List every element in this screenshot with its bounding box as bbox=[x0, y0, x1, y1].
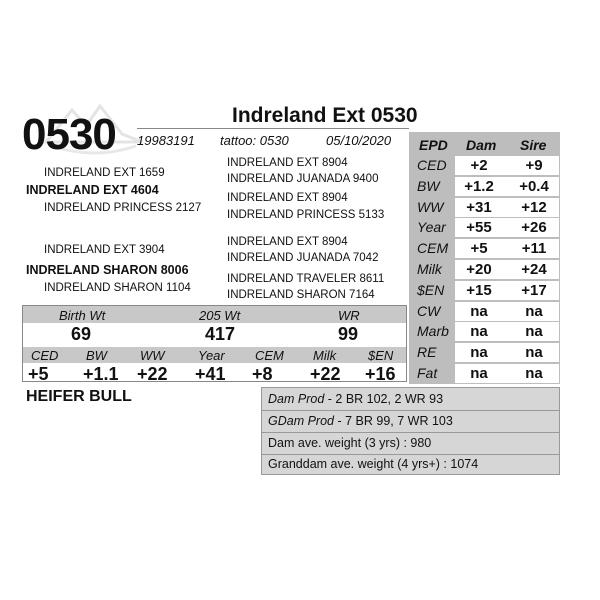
epd-row bbox=[409, 239, 560, 257]
epd-dam-value: na bbox=[470, 323, 488, 341]
pedigree-dam-dam: INDRELAND SHARON 1104 bbox=[44, 282, 191, 294]
epd-row bbox=[409, 198, 560, 216]
calf-epd-value: +22 bbox=[137, 364, 168, 384]
epd-row-label: RE bbox=[417, 344, 437, 361]
epd-row bbox=[409, 260, 560, 278]
pedigree-sd-dam: INDRELAND PRINCESS 5133 bbox=[227, 209, 385, 221]
pedigree-dd-dam: INDRELAND SHARON 7164 bbox=[227, 289, 375, 301]
calf-epd-value: +22 bbox=[310, 364, 341, 384]
epd-row-label: Milk bbox=[417, 261, 442, 277]
calf-epd-value: +8 bbox=[252, 364, 273, 384]
epd-dam-value: na bbox=[470, 302, 488, 320]
animal-name: Indreland Ext 0530 bbox=[232, 104, 418, 127]
epd-sire-value: na bbox=[525, 323, 543, 341]
epd-sire-value: +11 bbox=[521, 240, 547, 258]
calf-epd-label: CEM bbox=[255, 348, 284, 363]
pedigree-sire-sire: INDRELAND EXT 1659 bbox=[44, 167, 165, 179]
epd-dam-value: +20 bbox=[466, 261, 492, 278]
epd-row bbox=[409, 322, 560, 340]
epd-sire-value: na bbox=[525, 344, 543, 362]
birth-wt-label: Birth Wt bbox=[59, 308, 106, 323]
prod-divider bbox=[262, 410, 559, 411]
epd-dam-value: +1.2 bbox=[464, 177, 494, 195]
epd-row-label: WW bbox=[417, 198, 444, 215]
calf-epd-value: +5 bbox=[28, 364, 49, 384]
epd-header-epd: EPD bbox=[419, 137, 448, 153]
gdam-prod-value: - 7 BR 99, 7 WR 103 bbox=[334, 414, 453, 428]
calf-epd-label: $EN bbox=[368, 348, 394, 363]
epd-sire-value: +26 bbox=[521, 219, 547, 237]
sex-note: HEIFER BULL bbox=[26, 388, 132, 405]
epd-row-label: CW bbox=[417, 302, 441, 319]
performance-panel bbox=[22, 305, 407, 382]
epd-dam-value: +5 bbox=[470, 240, 488, 258]
pedigree-dd-sire: INDRELAND TRAVELER 8611 bbox=[227, 273, 385, 285]
wean-wt-value: 417 bbox=[205, 324, 236, 344]
epd-dam-value: na bbox=[470, 365, 488, 382]
pedigree-sd-sire: INDRELAND EXT 8904 bbox=[227, 192, 348, 204]
gdam-prod-line bbox=[268, 414, 453, 428]
epd-header-sire: Sire bbox=[520, 137, 547, 153]
pedigree-dam: INDRELAND SHARON 8006 bbox=[26, 263, 189, 277]
epd-sire-value: +12 bbox=[521, 198, 547, 216]
epd-row bbox=[409, 218, 560, 236]
epd-row bbox=[409, 364, 560, 382]
dam-prod-line bbox=[268, 392, 443, 406]
calf-epd-label: BW bbox=[86, 348, 107, 363]
prod-divider bbox=[262, 454, 559, 455]
epd-sire-value: +9 bbox=[525, 157, 543, 174]
epd-dam-value: na bbox=[470, 344, 488, 362]
epd-sire-value: na bbox=[525, 365, 543, 382]
epd-sire-value: +0.4 bbox=[519, 177, 549, 195]
epd-dam-value: +2 bbox=[470, 157, 488, 174]
epd-dam-value: +15 bbox=[466, 281, 492, 299]
pedigree-sire: INDRELAND EXT 4604 bbox=[26, 183, 159, 197]
epd-dam-value: +31 bbox=[466, 198, 492, 216]
birth-wt-value: 69 bbox=[71, 324, 92, 344]
pedigree-dam-sire: INDRELAND EXT 3904 bbox=[44, 244, 165, 256]
epd-row-label: Marb bbox=[417, 323, 449, 340]
registration-number: 19983191 bbox=[137, 133, 195, 148]
epd-sire-value: +24 bbox=[521, 261, 547, 278]
production-box bbox=[261, 387, 560, 475]
dam-weight-line: Dam ave. weight (3 yrs) : 980 bbox=[268, 436, 432, 450]
granddam-weight-line: Granddam ave. weight (4 yrs+) : 1074 bbox=[268, 457, 479, 471]
epd-row bbox=[409, 281, 560, 299]
epd-row-label: BW bbox=[417, 177, 440, 194]
dam-prod-label: Dam Prod bbox=[268, 392, 325, 406]
epd-row-label: CEM bbox=[417, 240, 449, 257]
epd-row-label: Fat bbox=[417, 365, 438, 381]
pedigree-sire-dam: INDRELAND PRINCESS 2127 bbox=[44, 202, 202, 214]
calf-epd-label: Year bbox=[198, 348, 225, 363]
pedigree-ds-sire: INDRELAND EXT 8904 bbox=[227, 236, 348, 248]
epd-table-header bbox=[409, 134, 560, 153]
epd-row bbox=[409, 177, 560, 195]
epd-row bbox=[409, 302, 560, 320]
epd-row bbox=[409, 343, 560, 361]
gdam-prod-label: GDam Prod bbox=[268, 414, 334, 428]
epd-row-label: $EN bbox=[417, 281, 445, 298]
calf-epd-label: Milk bbox=[313, 348, 337, 363]
epd-header-dam: Dam bbox=[466, 137, 497, 153]
wr-value: 99 bbox=[338, 324, 359, 344]
epd-row bbox=[409, 156, 560, 174]
epd-row-label: Year bbox=[417, 219, 446, 236]
calf-epd-value: +16 bbox=[365, 364, 396, 384]
epd-sire-value: +17 bbox=[521, 281, 547, 299]
epd-dam-value: +55 bbox=[466, 219, 492, 237]
tattoo: tattoo: 0530 bbox=[220, 133, 289, 148]
calf-epd-label: WW bbox=[140, 348, 165, 363]
pedigree-ds-dam: INDRELAND JUANADA 7042 bbox=[227, 252, 379, 264]
calf-epd-label: CED bbox=[31, 348, 59, 363]
epd-sire-value: na bbox=[525, 302, 543, 320]
lot-number: 0530 bbox=[22, 110, 116, 159]
birth-date: 05/10/2020 bbox=[326, 133, 392, 148]
header-rule bbox=[137, 128, 409, 129]
dam-prod-value: - 2 BR 102, 2 WR 93 bbox=[324, 392, 444, 406]
calf-epd-value: +1.1 bbox=[83, 364, 119, 384]
epd-row-label: CED bbox=[417, 157, 447, 173]
wean-wt-label: 205 Wt bbox=[199, 308, 241, 323]
pedigree-ss-dam: INDRELAND JUANADA 9400 bbox=[227, 173, 379, 185]
pedigree-ss-sire: INDRELAND EXT 8904 bbox=[227, 157, 348, 169]
calf-epd-value: +41 bbox=[195, 364, 226, 384]
prod-divider bbox=[262, 432, 559, 433]
wr-label: WR bbox=[338, 308, 360, 323]
